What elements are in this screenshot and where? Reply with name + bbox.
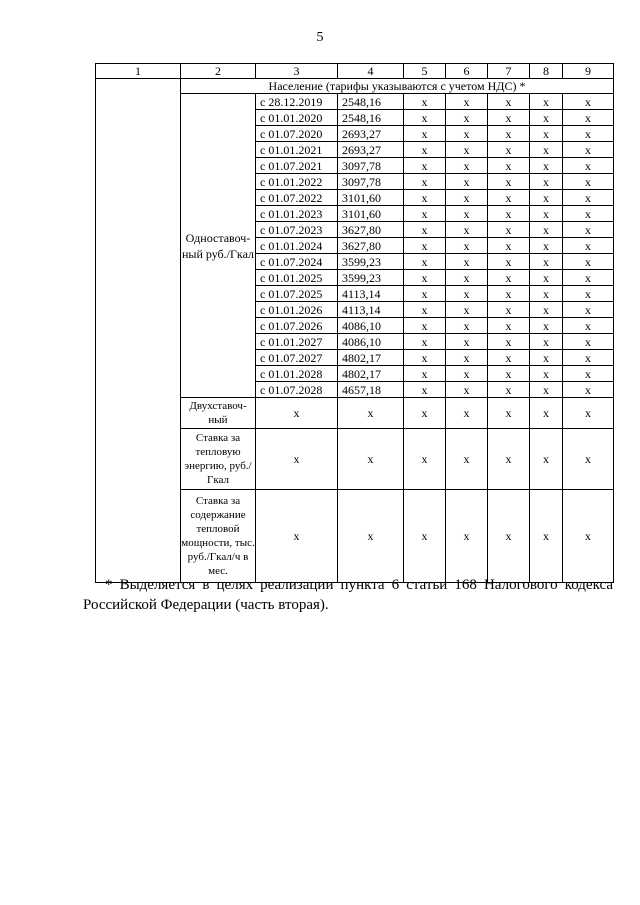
heat-rate-label: Ставка за тепловую энергию, руб./Гкал xyxy=(181,429,256,490)
x-mark: x xyxy=(404,334,446,350)
x-mark: x xyxy=(446,318,488,334)
x-mark: x xyxy=(446,302,488,318)
x-mark: x xyxy=(488,110,530,126)
x-mark: x xyxy=(563,382,614,398)
tariff-value: 2548,16 xyxy=(338,94,404,110)
x-mark: x xyxy=(404,490,446,583)
x-mark: x xyxy=(563,174,614,190)
header-row xyxy=(96,64,614,79)
x-mark: x xyxy=(530,286,563,302)
x-mark: x xyxy=(530,222,563,238)
x-mark: x xyxy=(563,158,614,174)
x-mark: x xyxy=(446,490,488,583)
date-cell: с 01.01.2021 xyxy=(256,142,338,158)
x-mark: x xyxy=(404,302,446,318)
tariff-value: 2693,27 xyxy=(338,126,404,142)
x-mark: x xyxy=(563,110,614,126)
x-mark: x xyxy=(404,222,446,238)
x-mark: x xyxy=(446,142,488,158)
column-header: 7 xyxy=(488,64,530,79)
x-mark: x xyxy=(530,254,563,270)
date-cell: с 01.01.2028 xyxy=(256,366,338,382)
page-number: 5 xyxy=(316,30,324,45)
x-mark: x xyxy=(404,174,446,190)
x-mark: x xyxy=(446,174,488,190)
x-mark: x xyxy=(563,286,614,302)
tariff-value: 3097,78 xyxy=(338,158,404,174)
x-mark: x xyxy=(530,318,563,334)
x-mark: x xyxy=(404,238,446,254)
date-cell: с 01.07.2020 xyxy=(256,126,338,142)
x-mark: x xyxy=(404,94,446,110)
x-mark: x xyxy=(256,490,338,583)
x-mark: x xyxy=(446,286,488,302)
x-mark: x xyxy=(530,174,563,190)
tariff-value: 2548,16 xyxy=(338,110,404,126)
x-mark: x xyxy=(446,94,488,110)
x-mark: x xyxy=(488,366,530,382)
x-mark: x xyxy=(530,142,563,158)
date-cell: с 01.07.2028 xyxy=(256,382,338,398)
x-mark: x xyxy=(404,350,446,366)
date-cell: с 01.01.2025 xyxy=(256,270,338,286)
x-mark: x xyxy=(488,398,530,429)
footnote: * Выделяется в целях реализации пункта 6 статьи 168 Налогового кодекса Российской Федерации (часть вторая). xyxy=(83,577,613,613)
x-mark: x xyxy=(446,206,488,222)
x-mark: x xyxy=(530,206,563,222)
x-mark: x xyxy=(404,366,446,382)
tariff-value: 3599,23 xyxy=(338,254,404,270)
x-mark: x xyxy=(446,398,488,429)
tariff-value: 4657,18 xyxy=(338,382,404,398)
date-cell: с 01.01.2026 xyxy=(256,302,338,318)
x-mark: x xyxy=(563,254,614,270)
x-mark: x xyxy=(446,382,488,398)
x-mark: x xyxy=(530,190,563,206)
x-mark: x xyxy=(488,222,530,238)
tariff-value: 3101,60 xyxy=(338,190,404,206)
x-mark: x xyxy=(338,429,404,490)
tariff-table xyxy=(95,63,614,583)
x-mark: x xyxy=(404,254,446,270)
x-mark: x xyxy=(446,254,488,270)
x-mark: x xyxy=(563,142,614,158)
tariff-value: 3101,60 xyxy=(338,206,404,222)
x-mark: x xyxy=(488,206,530,222)
x-mark: x xyxy=(488,350,530,366)
x-mark: x xyxy=(488,286,530,302)
population-row xyxy=(96,79,614,94)
x-mark: x xyxy=(488,270,530,286)
tariff-value: 4802,17 xyxy=(338,350,404,366)
x-mark: x xyxy=(404,382,446,398)
one-part-tariff-label: Одноставоч-ный руб./Гкал xyxy=(181,94,256,398)
x-mark: x xyxy=(563,366,614,382)
x-mark: x xyxy=(488,302,530,318)
tariff-value: 4113,14 xyxy=(338,286,404,302)
population-header: Население (тарифы указываются с учетом НДС) * xyxy=(181,79,614,94)
tariff-value: 4086,10 xyxy=(338,318,404,334)
x-mark: x xyxy=(530,398,563,429)
x-mark: x xyxy=(488,142,530,158)
x-mark: x xyxy=(404,126,446,142)
x-mark: x xyxy=(404,318,446,334)
x-mark: x xyxy=(446,222,488,238)
x-mark: x xyxy=(530,110,563,126)
column-header: 5 xyxy=(404,64,446,79)
x-mark: x xyxy=(404,110,446,126)
tariff-value: 3627,80 xyxy=(338,222,404,238)
date-cell: с 01.07.2021 xyxy=(256,158,338,174)
x-mark: x xyxy=(563,350,614,366)
x-mark: x xyxy=(488,254,530,270)
x-mark: x xyxy=(446,429,488,490)
date-cell: с 01.01.2022 xyxy=(256,174,338,190)
x-mark: x xyxy=(404,398,446,429)
x-mark: x xyxy=(563,222,614,238)
x-mark: x xyxy=(563,238,614,254)
x-mark: x xyxy=(446,270,488,286)
date-cell: с 01.01.2024 xyxy=(256,238,338,254)
date-cell: с 28.12.2019 xyxy=(256,94,338,110)
x-mark: x xyxy=(488,190,530,206)
x-mark: x xyxy=(446,334,488,350)
date-cell: с 01.01.2023 xyxy=(256,206,338,222)
date-cell: с 01.07.2024 xyxy=(256,254,338,270)
column-header: 3 xyxy=(256,64,338,79)
x-mark: x xyxy=(563,94,614,110)
x-mark: x xyxy=(563,398,614,429)
x-mark: x xyxy=(488,334,530,350)
x-mark: x xyxy=(488,158,530,174)
x-mark: x xyxy=(563,318,614,334)
tariff-value: 4086,10 xyxy=(338,334,404,350)
x-mark: x xyxy=(530,334,563,350)
x-mark: x xyxy=(446,126,488,142)
column-header: 8 xyxy=(530,64,563,79)
date-cell: с 01.07.2026 xyxy=(256,318,338,334)
x-mark: x xyxy=(338,490,404,583)
tariff-value: 4113,14 xyxy=(338,302,404,318)
capacity-rate-label: Ставка за содержание тепловой мощности, тыс. руб./Гкал/ч в мес. xyxy=(181,490,256,583)
x-mark: x xyxy=(446,366,488,382)
x-mark: x xyxy=(256,429,338,490)
x-mark: x xyxy=(338,398,404,429)
date-cell: с 01.01.2020 xyxy=(256,110,338,126)
x-mark: x xyxy=(404,142,446,158)
x-mark: x xyxy=(446,350,488,366)
x-mark: x xyxy=(488,490,530,583)
x-mark: x xyxy=(404,158,446,174)
date-cell: с 01.01.2027 xyxy=(256,334,338,350)
x-mark: x xyxy=(488,382,530,398)
x-mark: x xyxy=(530,302,563,318)
two-part-tariff-label: Двухставоч-ный xyxy=(181,398,256,429)
date-cell: с 01.07.2023 xyxy=(256,222,338,238)
x-mark: x xyxy=(446,238,488,254)
x-mark: x xyxy=(530,158,563,174)
x-mark: x xyxy=(530,94,563,110)
x-mark: x xyxy=(530,350,563,366)
tariff-value: 3599,23 xyxy=(338,270,404,286)
column-header: 4 xyxy=(338,64,404,79)
date-cell: с 01.07.2025 xyxy=(256,286,338,302)
x-mark: x xyxy=(256,398,338,429)
column-header: 1 xyxy=(96,64,181,79)
x-mark: x xyxy=(530,238,563,254)
date-cell: с 01.07.2027 xyxy=(256,350,338,366)
x-mark: x xyxy=(563,126,614,142)
x-mark: x xyxy=(530,382,563,398)
x-mark: x xyxy=(530,126,563,142)
column-header: 9 xyxy=(563,64,614,79)
x-mark: x xyxy=(404,206,446,222)
column-header: 2 xyxy=(181,64,256,79)
x-mark: x xyxy=(488,318,530,334)
x-mark: x xyxy=(446,158,488,174)
left-blank-cell xyxy=(96,79,181,583)
tariff-value: 4802,17 xyxy=(338,366,404,382)
x-mark: x xyxy=(563,190,614,206)
x-mark: x xyxy=(563,490,614,583)
x-mark: x xyxy=(404,429,446,490)
tariff-value: 3097,78 xyxy=(338,174,404,190)
x-mark: x xyxy=(563,302,614,318)
x-mark: x xyxy=(563,334,614,350)
column-header: 6 xyxy=(446,64,488,79)
x-mark: x xyxy=(404,190,446,206)
x-mark: x xyxy=(404,286,446,302)
x-mark: x xyxy=(488,126,530,142)
x-mark: x xyxy=(530,270,563,286)
x-mark: x xyxy=(563,270,614,286)
x-mark: x xyxy=(488,174,530,190)
x-mark: x xyxy=(488,94,530,110)
x-mark: x xyxy=(530,429,563,490)
x-mark: x xyxy=(488,429,530,490)
x-mark: x xyxy=(446,190,488,206)
tariff-value: 2693,27 xyxy=(338,142,404,158)
x-mark: x xyxy=(563,206,614,222)
date-cell: с 01.07.2022 xyxy=(256,190,338,206)
x-mark: x xyxy=(488,238,530,254)
x-mark: x xyxy=(530,490,563,583)
x-mark: x xyxy=(446,110,488,126)
x-mark: x xyxy=(404,270,446,286)
x-mark: x xyxy=(563,429,614,490)
x-mark: x xyxy=(530,366,563,382)
tariff-value: 3627,80 xyxy=(338,238,404,254)
